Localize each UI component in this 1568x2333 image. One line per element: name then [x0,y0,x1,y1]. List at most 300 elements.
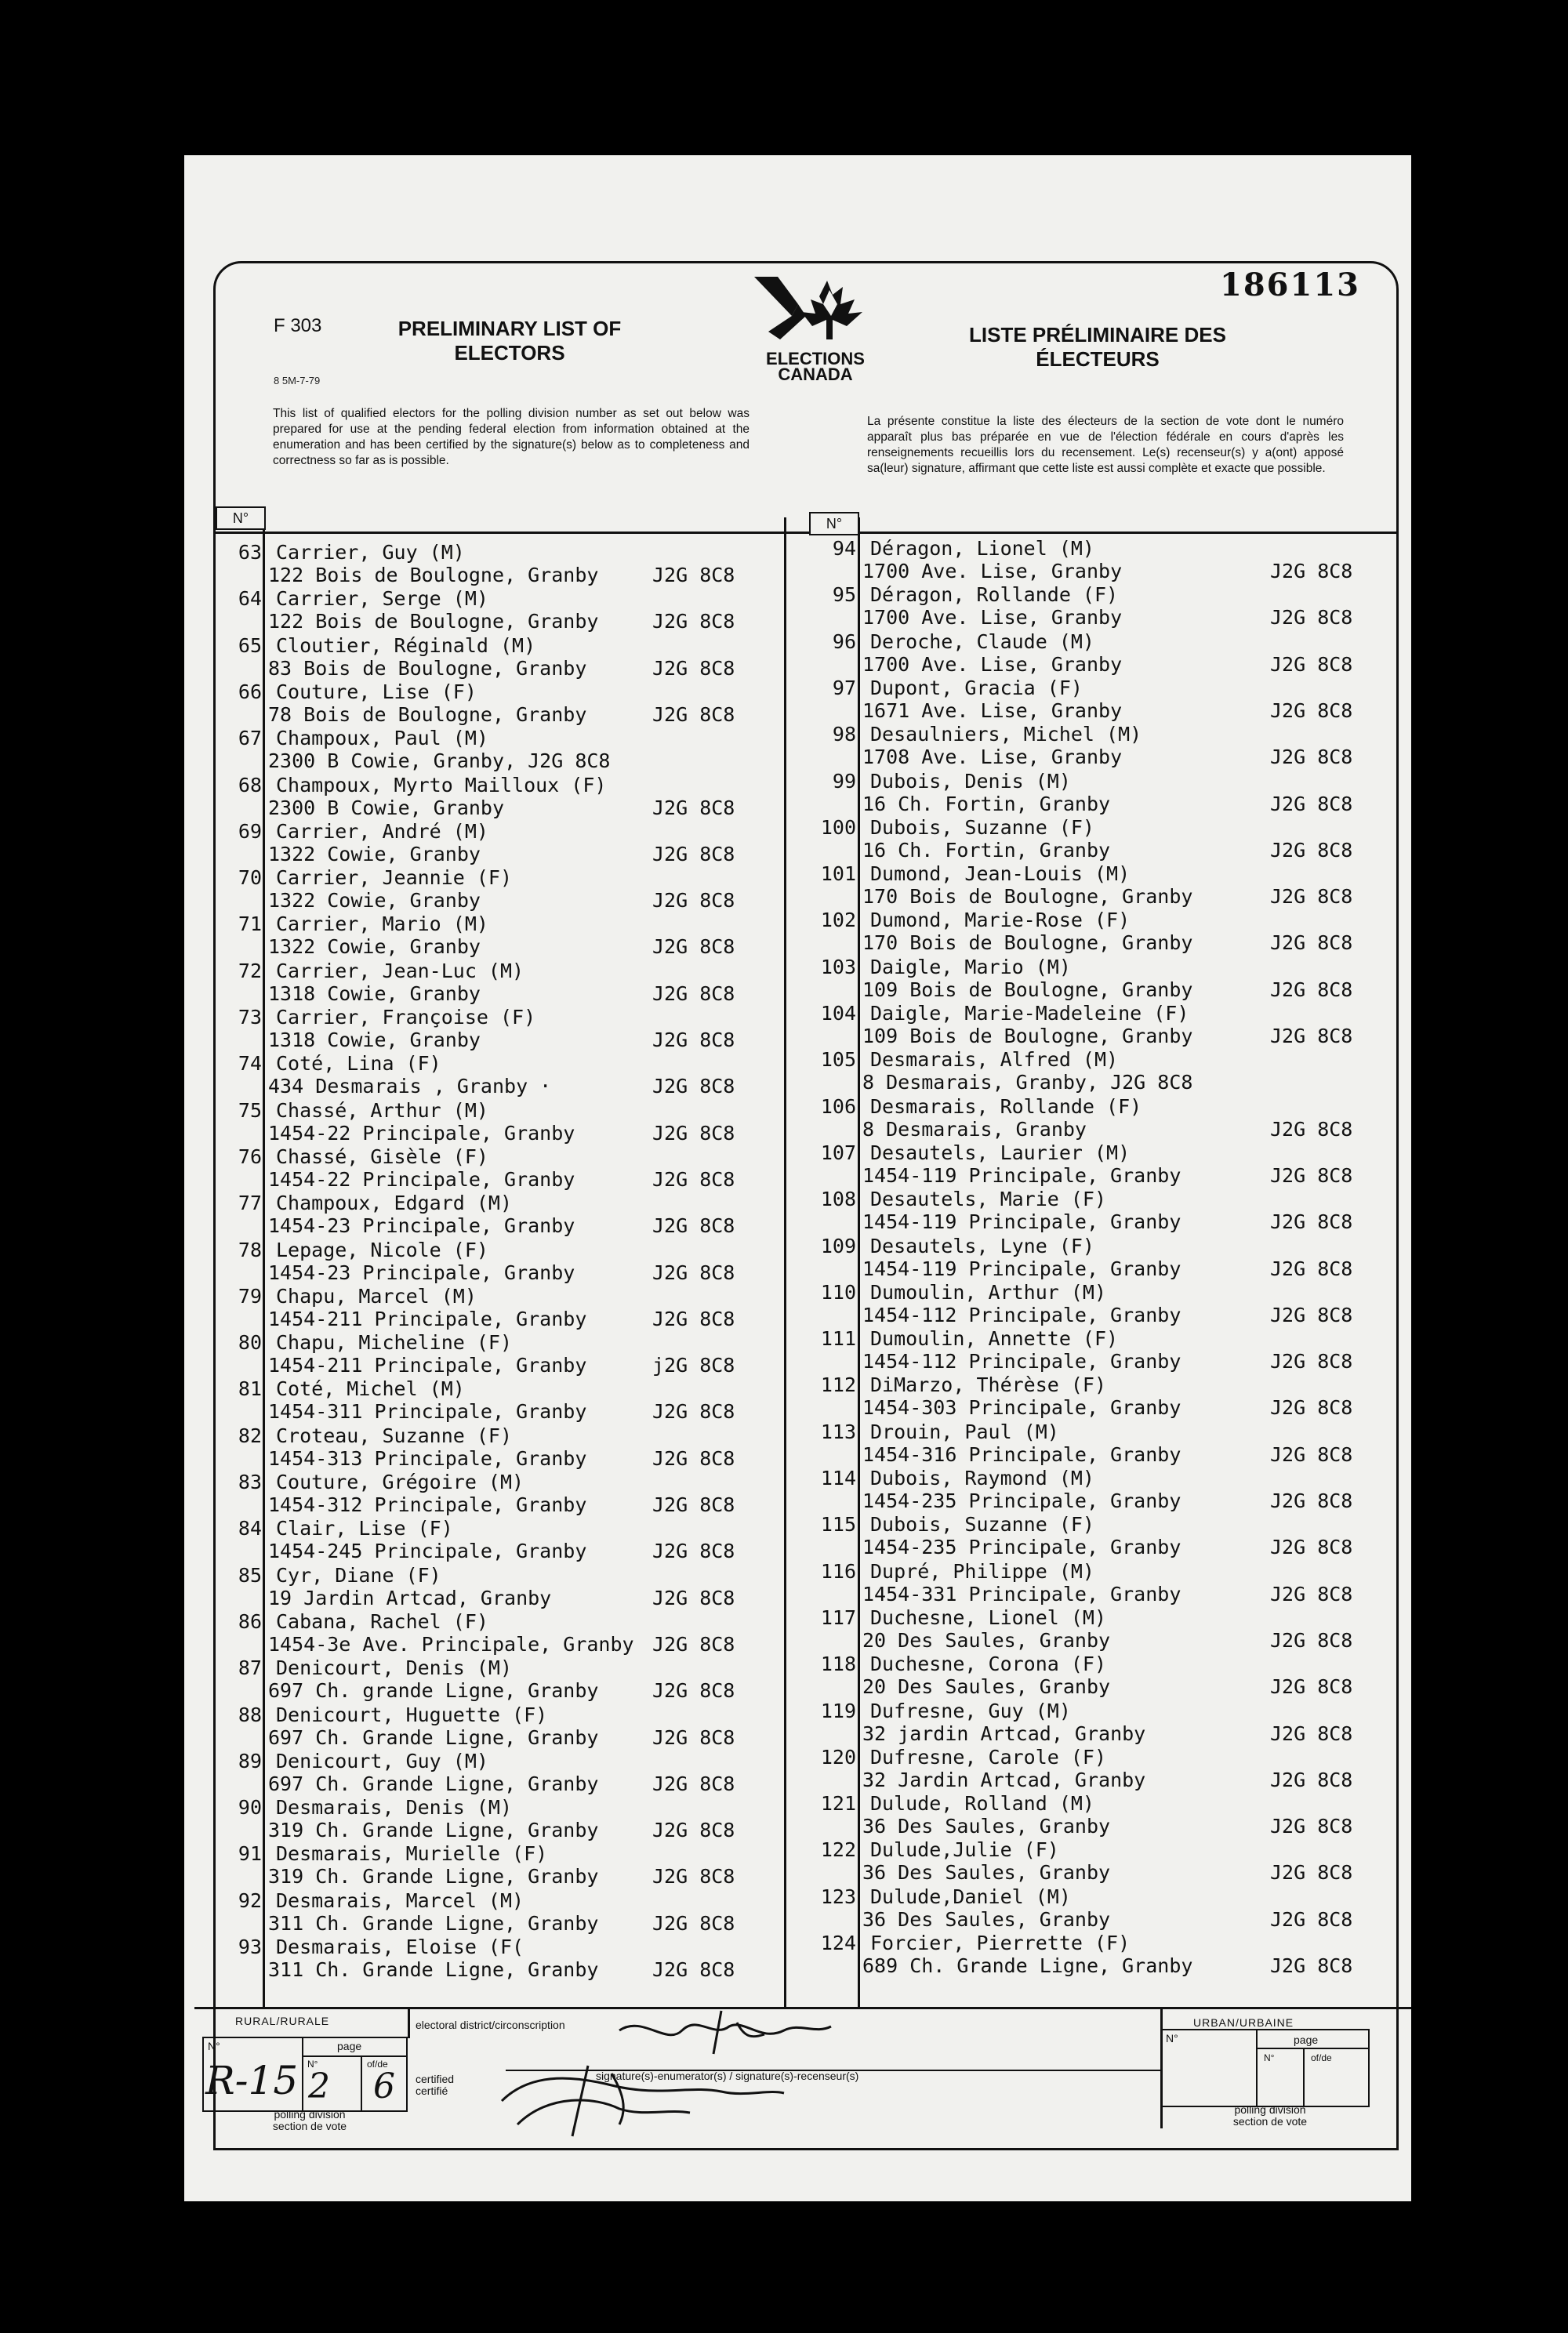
rural-label: RURAL/RURALE [235,2015,330,2027]
elector-postal-code: J2G 8C8 [652,564,735,586]
elector-address: 1454-211 Principale, Granby [268,1354,587,1377]
elector-address: 1454-119 Principale, Granby [862,1257,1181,1280]
elector-name: Desaulniers, Michel (M) [870,723,1142,746]
elector-name: Lepage, Nicole (F) [276,1238,488,1261]
elector-entry [808,677,1388,723]
elector-entry [213,541,782,587]
elector-number: 112 [820,1373,856,1397]
title-fr-line1: LISTE PRÉLIMINAIRE DES [969,323,1226,347]
elector-number: 94 [832,537,856,560]
handwritten-of: 6 [373,2066,395,2106]
elector-number: 119 [820,1699,856,1722]
elector-number: 72 [238,959,262,982]
elector-address: 1454-211 Principale, Granby [268,1307,587,1330]
elector-address: 1454-311 Principale, Granby [268,1400,587,1424]
elector-address: 1454-119 Principale, Granby [862,1163,1181,1187]
elector-postal-code: J2G 8C8 [652,935,735,959]
elector-name: Dubois, Raymond (M) [870,1467,1094,1489]
elector-address: 1454-3e Ave. Principale, Granby [268,1632,634,1656]
elector-postal-code: J2G 8C8 [652,796,735,819]
elector-name: Dulude, Rolland (M) [870,1792,1094,1816]
elector-number: 121 [820,1792,856,1816]
elector-entry [808,1792,1388,1838]
elector-address: 1454-312 Principale, Granby [268,1493,587,1516]
elector-postal-code: J2G 8C8 [1270,560,1353,582]
rural-page-divider [302,2037,303,2112]
elector-number: 88 [238,1703,262,1726]
elector-postal-code: J2G 8C8 [652,1679,735,1703]
elector-entry [213,1377,782,1424]
elector-postal-code: J2G 8C8 [1270,1907,1353,1931]
elector-postal-code: J2G 8C8 [652,1167,735,1191]
elector-postal-code: J2G 8C8 [1270,885,1353,909]
serial-number: 186113 [1220,267,1360,303]
elector-name: Dulude,Julie (F) [870,1838,1059,1862]
elector-name: Desmarais, Rollande (F) [870,1094,1142,1118]
elector-name: Champoux, Paul (M) [276,727,488,750]
elector-postal-code: J2G 8C8 [1270,1442,1353,1466]
elector-name: Dumoulin, Arthur (M) [870,1280,1107,1304]
elector-postal-code: J2G 8C8 [652,702,735,726]
elector-number: 103 [820,955,856,978]
elector-postal-code: J2G 8C8 [652,1586,735,1609]
elector-entry [808,1560,1388,1606]
rural-polling-division-label [251,2109,368,2132]
elector-number: 80 [238,1331,262,1355]
elector-entry [213,1424,782,1471]
elector-postal-code: J2G 8C8 [1270,1117,1353,1141]
elector-entry [213,1099,782,1145]
title-french [941,323,1254,372]
elector-number: 108 [820,1188,856,1211]
elector-entry [808,956,1388,1002]
elector-postal-code: J2G 8C8 [1270,1582,1353,1606]
elector-number: 63 [238,541,262,564]
elector-postal-code: J2G 8C8 [1270,838,1353,862]
elector-entry [808,816,1388,862]
urban-page-no-label: N° [1264,2052,1275,2063]
elector-number: 100 [820,815,856,839]
elector-address: 19 Jardin Artcad, Granby [268,1586,552,1609]
elector-address: 1454-22 Principale, Granby [268,1167,575,1191]
elector-name: Chapu, Marcel (M) [276,1284,477,1308]
elector-address: 20 Des Saules, Granby [862,1628,1111,1652]
elector-number: 86 [238,1609,262,1633]
urban-polling-division-fr: section de vote [1232,2115,1308,2128]
elector-address: 1454-331 Principale, Granby [862,1582,1181,1606]
elector-name: Carrier, Jeannie (F) [276,866,513,890]
elector-address: 36 Des Saules, Granby [862,1861,1111,1885]
elector-number: 73 [238,1006,262,1029]
elector-number: 89 [238,1749,262,1772]
elector-entry [213,1610,782,1656]
elector-name: Desmarais, Murielle (F) [276,1842,548,1866]
elector-address: 170 Bois de Boulogne, Granby [862,885,1193,909]
elector-entry [808,1606,1388,1653]
elector-entry [213,1796,782,1842]
elector-entry [808,537,1388,583]
left-number-header: N° [216,506,266,530]
signature-label: signature(s)-enumerator(s) / signature(s)-recenseur(s) [596,2070,859,2082]
elector-number: 124 [820,1932,856,1954]
elector-entry [213,1889,782,1936]
elector-name: Champoux, Myrto Mailloux (F) [276,773,607,796]
elector-name: Drouin, Paul (M) [870,1420,1059,1443]
elector-postal-code: J2G 8C8 [652,1819,735,1842]
elector-postal-code: J2G 8C8 [652,1540,735,1563]
elector-postal-code: J2G 8C8 [652,1725,735,1749]
elector-number: 93 [238,1936,262,1958]
elector-entry [213,1006,782,1052]
elector-number: 76 [238,1145,262,1168]
elector-number: 96 [832,630,856,653]
elector-name: Daigle, Marie-Madeleine (F) [870,1002,1189,1025]
elector-entry [808,1885,1388,1932]
elector-entry [808,1327,1388,1373]
elector-postal-code: J2G 8C8 [652,1214,735,1238]
elector-name: Coté, Lina (F) [276,1052,441,1076]
elector-postal-code: J2G 8C8 [1270,1954,1353,1977]
elector-entry [213,1936,782,1982]
elector-address: 1454-23 Principale, Granby [268,1261,575,1284]
elector-number: 123 [820,1885,856,1908]
elector-postal-code: J2G 8C8 [652,1958,735,1981]
elector-address: 1454-119 Principale, Granby [862,1210,1181,1234]
elector-number: 84 [238,1517,262,1540]
elector-postal-code: J2G 8C8 [1270,1350,1353,1373]
elector-address: 20 Des Saules, Granby [862,1675,1111,1699]
elector-number: 114 [820,1467,856,1489]
elector-address: 1454-23 Principale, Granby [268,1214,575,1238]
elector-name: Couture, Lise (F) [276,680,477,703]
elector-entry [808,1002,1388,1048]
elector-address: 2300 B Cowie, Granby [268,796,505,819]
elector-address: 1318 Cowie, Granby [268,981,481,1005]
elector-name: Chassé, Arthur (M) [276,1098,488,1122]
rural-page-rule [302,2055,408,2057]
elector-number: 111 [820,1327,856,1351]
elector-number: 91 [238,1842,262,1866]
elector-postal-code: J2G 8C8 [1270,606,1353,630]
elector-postal-code: J2G 8C8 [652,1261,735,1284]
elector-number: 120 [820,1745,856,1769]
elector-postal-code: J2G 8C8 [652,610,735,633]
elector-entry [808,583,1388,630]
elector-name: Dulude,Daniel (M) [870,1885,1071,1908]
elector-number: 64 [238,587,262,611]
elector-entry [808,1373,1388,1420]
elector-entry [808,1420,1388,1467]
right-elector-list [808,537,1388,1995]
elector-name: Dupont, Gracia (F) [870,676,1083,699]
rural-no-label: N° [208,2040,220,2052]
elector-name: Dumond, Marie-Rose (F) [870,909,1131,932]
elector-postal-code: J2G 8C8 [1270,1303,1353,1326]
urban-division-box [1160,2029,1370,2107]
elector-name: Dubois, Suzanne (F) [870,815,1094,839]
elector-entry [808,1467,1388,1513]
elector-name: Coté, Michel (M) [276,1377,465,1401]
elector-entry [808,1095,1388,1141]
elector-name: Desmarais, Denis (M) [276,1796,513,1820]
elector-address: 1454-235 Principale, Granby [862,1489,1181,1512]
elector-name: Desmarais, Eloise (F( [276,1936,524,1958]
elector-name: Forcier, Pierrette (F) [870,1932,1131,1954]
certified-label [416,2074,454,2097]
elector-entry [213,1842,782,1889]
elector-address: 1454-313 Principale, Granby [268,1446,587,1470]
elector-postal-code: J2G 8C8 [652,1865,735,1889]
elector-number: 107 [820,1141,856,1164]
elector-entry [213,1656,782,1703]
elector-address: 109 Bois de Boulogne, Granby [862,978,1193,1001]
elector-address: 122 Bois de Boulogne, Granby [268,610,599,633]
elector-entry [213,1750,782,1796]
elector-number: 82 [238,1424,262,1447]
elector-number: 67 [238,727,262,750]
elector-name: Carrier, Serge (M) [276,587,488,611]
elector-postal-code: J2G 8C8 [652,1075,735,1098]
elector-number: 105 [820,1048,856,1072]
elector-name: Dumoulin, Annette (F) [870,1327,1119,1351]
elector-name: Desmarais, Marcel (M) [276,1889,524,1912]
title-fr-line2: ÉLECTEURS [1036,347,1160,371]
elector-name: Dupré, Philippe (M) [870,1559,1094,1583]
elector-address: 1454-22 Principale, Granby [268,1121,575,1145]
elector-entry [213,1703,782,1750]
elector-address: 1322 Cowie, Granby [268,889,481,913]
elector-postal-code: J2G 8C8 [1270,1815,1353,1838]
logo-wordmark [737,351,894,383]
form-number: F 303 [274,315,322,336]
elector-entry [808,1513,1388,1559]
elector-postal-code: J2G 8C8 [1270,1163,1353,1187]
elector-entry [213,820,782,866]
elector-postal-code: J2G 8C8 [1270,1025,1353,1047]
elector-postal-code: J2G 8C8 [652,1121,735,1145]
elector-address: 83 Bois de Boulogne, Granby [268,656,587,680]
urban-page-label: page [1294,2034,1319,2046]
elector-entry [808,1281,1388,1327]
rural-polling-division-en: polling division [274,2108,346,2121]
elector-name: Carrier, Guy (M) [276,541,465,564]
urban-page-divider [1256,2029,1258,2107]
elector-postal-code: J2G 8C8 [652,1493,735,1516]
elector-postal-code: J2G 8C8 [1270,1722,1353,1745]
elector-postal-code: J2G 8C8 [652,981,735,1005]
elector-postal-code: J2G 8C8 [1270,1210,1353,1234]
form-date: 8 5M-7-79 [274,375,321,386]
intro-english: This list of qualified electors for the polling division number as set out below was prepared for use at the pending federal election from information obtained at the enumeration and has been certified by the signature(s) below as to completeness and correctness so far as is possible. [273,407,750,467]
elector-entry [808,1188,1388,1234]
elector-name: Denicourt, Denis (M) [276,1656,513,1680]
elector-postal-code: J2G 8C8 [1270,1675,1353,1699]
elector-number: 71 [238,913,262,936]
elector-postal-code: J2G 8C8 [1270,1536,1353,1559]
elector-name: Desautels, Laurier (M) [870,1141,1131,1164]
elector-number: 110 [820,1280,856,1304]
rural-page-label: page [337,2040,362,2052]
elector-postal-code: J2G 8C8 [1270,792,1353,815]
elector-number: 74 [238,1052,262,1076]
elector-postal-code: J2G 8C8 [1270,1628,1353,1652]
elector-entry [213,634,782,680]
intro-french: La présente constitue la liste des électeurs de la section de vote dont le numéro apparaît plus bas préparée en vue de l'élection fédérale en cours d'après les renseignements recueillis lors du recensement. Le(s) recenseur(s) y a(ont) apposé sa(leur) signature, affirmant que cette liste est aussi complète et exacte que possible. [867,415,1344,475]
elector-entry [213,1471,782,1517]
elector-name: Chapu, Micheline (F) [276,1331,513,1355]
elector-address: 1454-316 Principale, Granby [862,1442,1181,1466]
title-en-line1: PRELIMINARY LIST OF [397,317,622,340]
elector-name: Chassé, Gisèle (F) [276,1145,488,1168]
elector-address: 1454-245 Principale, Granby [268,1540,587,1563]
elector-name: Champoux, Edgard (M) [276,1192,513,1215]
elector-entry [808,862,1388,909]
elector-number: 87 [238,1656,262,1680]
elector-address: 1708 Ave. Lise, Granby [862,746,1123,769]
elector-postal-code: J2G 8C8 [652,1446,735,1470]
elector-number: 118 [820,1653,856,1676]
elector-postal-code: J2G 8C8 [1270,1861,1353,1885]
elector-address: 311 Ch. Grande Ligne, Granby [268,1911,599,1935]
elector-postal-code: J2G 8C8 [652,1772,735,1795]
elector-name: Croteau, Suzanne (F) [276,1424,513,1447]
elector-entry [808,909,1388,955]
elector-address: 122 Bois de Boulogne, Granby [268,564,599,586]
elector-name: Dufresne, Guy (M) [870,1699,1071,1722]
elector-number: 97 [832,676,856,699]
elector-entry [213,1331,782,1377]
elector-entry [808,1653,1388,1699]
elector-address: 8 Desmarais, Granby [862,1117,1087,1141]
elector-address: 1454-112 Principale, Granby [862,1303,1181,1326]
elector-entry [213,587,782,633]
elector-name: Carrier, Mario (M) [276,913,488,936]
elector-number: 98 [832,723,856,746]
elector-address: 319 Ch. Grande Ligne, Granby [268,1865,599,1889]
elector-entry [808,1838,1388,1885]
elector-address: 697 Ch. Grande Ligne, Granby [268,1772,599,1795]
elector-number: 79 [238,1284,262,1308]
elector-address: 78 Bois de Boulogne, Granby [268,702,587,726]
elector-number: 68 [238,773,262,796]
handwritten-page: 2 [308,2066,330,2106]
elector-address: 16 Ch. Fortin, Granby [862,838,1111,862]
elector-postal-code: J2G 8C8 [1270,746,1353,769]
right-number-header: N° [809,512,859,535]
elector-address: 1700 Ave. Lise, Granby [862,560,1123,582]
elector-postal-code: J2G 8C8 [652,842,735,865]
elector-name: Carrier, André (M) [276,819,488,843]
elector-entry [808,770,1388,816]
urban-polling-division-en: polling division [1234,2103,1306,2116]
elector-number: 104 [820,1002,856,1025]
elector-entry [213,727,782,773]
elector-entry [213,866,782,913]
elector-name: Desautels, Lyne (F) [870,1234,1094,1257]
elector-name: Couture, Grégoire (M) [276,1471,524,1493]
handwritten-division: R-15 [205,2058,299,2103]
elector-number: 109 [820,1234,856,1257]
elector-number: 70 [238,866,262,890]
elector-entry [213,1285,782,1331]
elector-address: 1454-235 Principale, Granby [862,1536,1181,1559]
elector-postal-code: J2G 8C8 [1270,1768,1353,1791]
elector-number: 92 [238,1889,262,1912]
elector-number: 77 [238,1192,262,1215]
elector-address: 1322 Cowie, Granby [268,842,481,865]
elector-postal-code: J2G 8C8 [652,889,735,913]
elector-entry [808,630,1388,677]
urban-polling-division-label [1192,2104,1348,2128]
elector-address: 36 Des Saules, Granby [862,1815,1111,1838]
elector-entry [808,1235,1388,1281]
elector-address: 1454-303 Principale, Granby [862,1396,1181,1420]
elector-number: 99 [832,769,856,793]
elector-address: 36 Des Saules, Granby [862,1907,1111,1931]
elector-entry [808,1700,1388,1746]
elector-postal-code: J2G 8C8 [652,1400,735,1424]
elector-name: Deroche, Claude (M) [870,630,1094,653]
elector-entry [808,1746,1388,1792]
elector-address: 1454-112 Principale, Granby [862,1350,1181,1373]
elector-postal-code: J2G 8C8 [1270,931,1353,955]
elector-address: 8 Desmarais, Granby, J2G 8C8 [862,1071,1193,1094]
elector-number: 66 [238,680,262,703]
elector-number: 122 [820,1838,856,1862]
elector-number: 65 [238,633,262,657]
certified-en: certified [416,2073,455,2085]
elector-number: 85 [238,1563,262,1587]
elector-entry [213,680,782,727]
logo-word-elections: ELECTIONS [766,349,865,368]
elector-address: 689 Ch. Grande Ligne, Granby [862,1954,1193,1977]
elector-name: Dufresne, Carole (F) [870,1745,1107,1769]
elector-postal-code: J2G 8C8 [1270,652,1353,676]
elector-name: Daigle, Mario (M) [870,955,1071,978]
elector-number: 83 [238,1471,262,1493]
elector-entry [213,960,782,1006]
elector-name: Déragon, Lionel (M) [870,537,1094,560]
urban-no-label: N° [1166,2032,1178,2045]
elector-address: 1700 Ave. Lise, Granby [862,652,1123,676]
elector-number: 117 [820,1606,856,1629]
elector-address: 434 Desmarais , Granby · [268,1075,552,1098]
elector-entry [213,913,782,959]
elector-entry [213,1564,782,1610]
elector-entry [213,1239,782,1285]
elector-number: 113 [820,1420,856,1443]
elector-address: 32 Jardin Artcad, Granby [862,1768,1146,1791]
elector-postal-code: J2G 8C8 [652,656,735,680]
rural-of-divider [361,2055,362,2112]
elector-postal-code: J2G 8C8 [1270,978,1353,1001]
title-english [368,317,651,365]
elector-name: Dumond, Jean-Louis (M) [870,862,1131,886]
urban-of-label: of/de [1311,2052,1332,2063]
elector-entry [808,1932,1388,1978]
elector-name: Cabana, Rachel (F) [276,1609,488,1633]
elector-number: 81 [238,1377,262,1401]
elector-address: 697 Ch. grande Ligne, Granby [268,1679,599,1703]
elector-number: 75 [238,1098,262,1122]
elector-address: 109 Bois de Boulogne, Granby [862,1025,1193,1047]
rural-divider [408,2007,410,2038]
elector-number: 78 [238,1238,262,1261]
certified-fr: certifié [416,2084,448,2097]
elector-address: 16 Ch. Fortin, Granby [862,792,1111,815]
urban-label: URBAN/URBAINE [1193,2016,1294,2029]
elector-address: 697 Ch. Grande Ligne, Granby [268,1725,599,1749]
